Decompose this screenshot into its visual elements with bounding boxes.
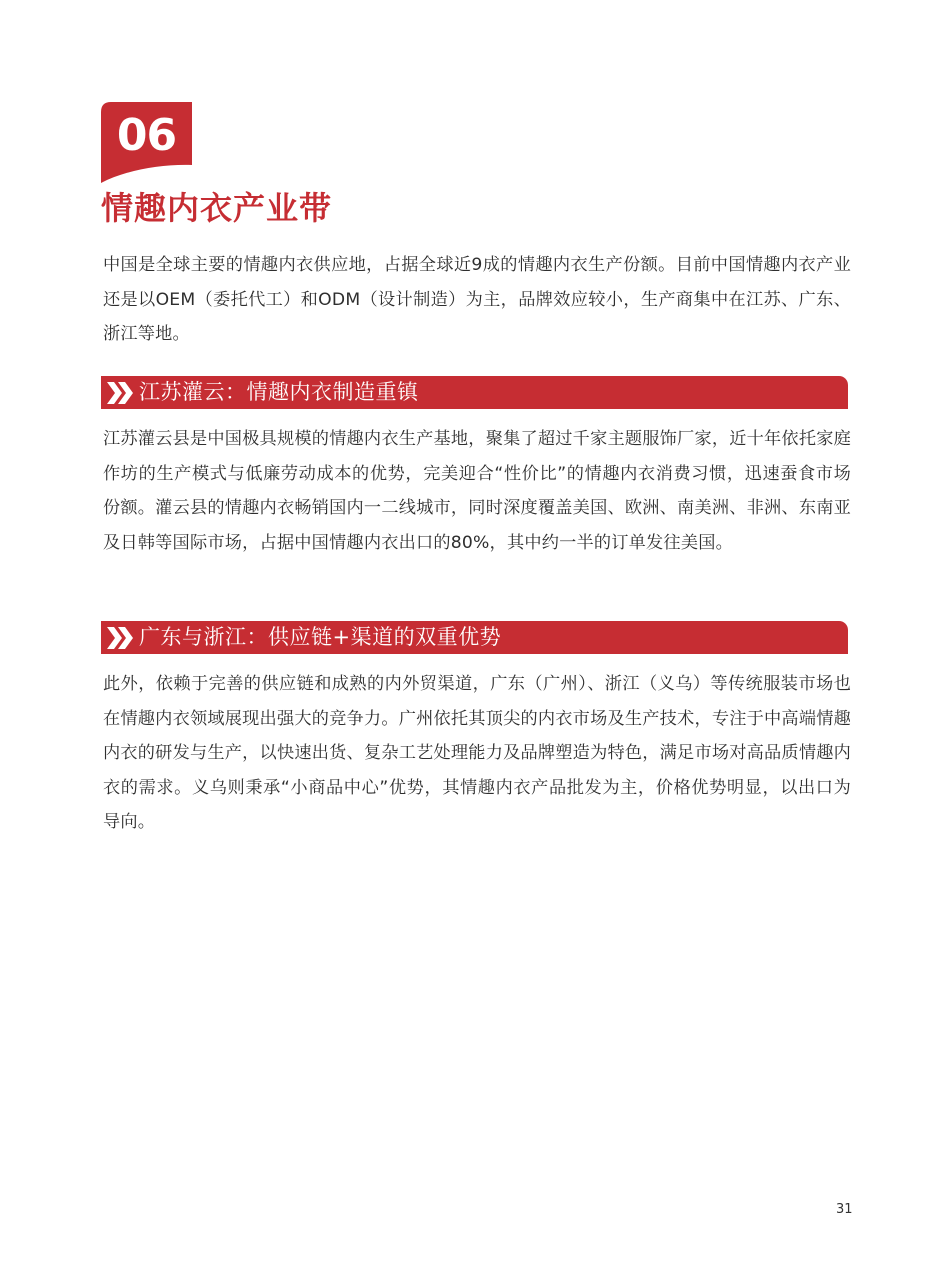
subsection-heading-jiangsu	[101, 376, 848, 409]
section-number: 06	[116, 110, 177, 161]
jiangsu-paragraph: 江苏灌云县是中国极具规模的情趣内衣生产基地，聚集了超过千家主题服饰厂家，近十年依托家庭作坊的生产模式与低廉劳动成本的优势，完美迎合“性价比”的情趣内衣消费习惯，迅速蚕食市场份额。灌云县的情趣内衣畅销国内一二线城市，同时深度覆盖美国、欧洲、南美洲、非洲、东南亚及日韩等国际市场，占据中国情趣内衣出口的80%，其中约一半的订单发往美国。	[103, 429, 851, 553]
subsection-heading-text: 广东与浙江：供应链+渠道的双重优势	[139, 625, 502, 649]
page-number: 31	[836, 1202, 853, 1217]
subsection-heading-text: 江苏灌云：情趣内衣制造重镇	[139, 380, 419, 404]
guangdong-zhejiang-paragraph: 此外，依赖于完善的供应链和成熟的内外贸渠道，广东（广州）、浙江（义乌）等传统服装市场也在情趣内衣领域展现出强大的竞争力。广州依托其顶尖的内衣市场及生产技术，专注于中高端情趣内衣的研发与生产，以快速出货、复杂工艺处理能力及品牌塑造为特色，满足市场对高品质情趣内衣的需求。义乌则秉承“小商品中心”优势，其情趣内衣产品批发为主，价格优势明显，以出口为导向。	[103, 674, 851, 832]
double-chevron-right-icon	[103, 376, 137, 409]
intro-paragraph: 中国是全球主要的情趣内衣供应地，占据全球近9成的情趣内衣生产份额。目前中国情趣内衣产业还是以OEM（委托代工）和ODM（设计制造）为主，品牌效应较小，生产商集中在江苏、广东、浙江等地。	[103, 255, 851, 344]
page-title: 情趣内衣产业带	[101, 189, 333, 227]
section-number-badge	[101, 102, 192, 183]
double-chevron-right-icon	[103, 621, 137, 654]
subsection-heading-guangdong-zhejiang	[101, 621, 848, 654]
